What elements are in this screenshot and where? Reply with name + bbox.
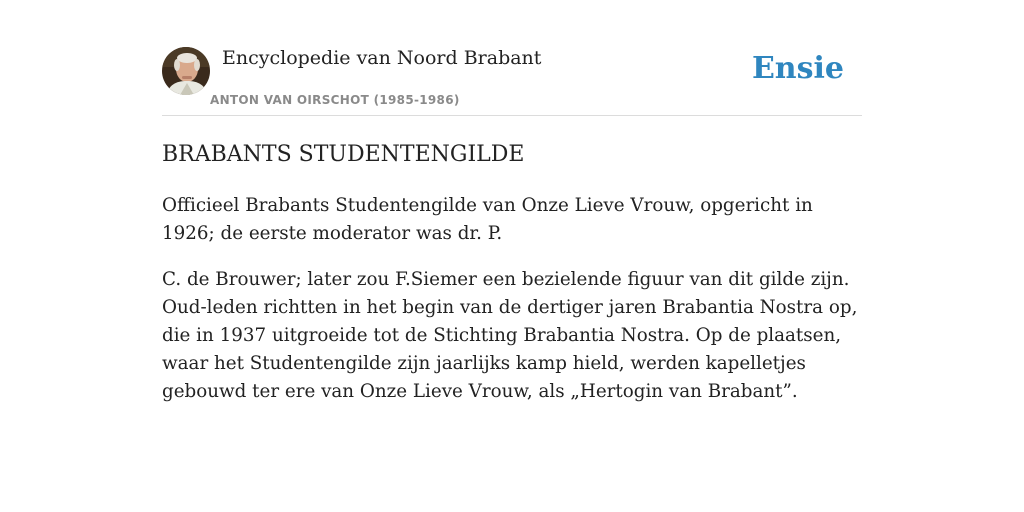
page: [162, 0, 862, 512]
header: [162, 0, 862, 116]
entry-content: [162, 192, 862, 424]
book-title[interactable]: Encyclopedie van Noord Brabant: [222, 47, 542, 69]
entry-paragraph: Officieel Brabants Studentengilde van Onze Lieve Vrouw, opgericht in 1926; de eerste moderator was dr. P.: [162, 195, 813, 244]
ensie-logo[interactable]: Ensie: [751, 51, 844, 86]
entry-paragraph: C. de Brouwer; later zou F.Siemer een bezielende figuur van dit gilde zijn. Oud-leden richtten in het begin van de dertiger jaren Brabantia Nostra op, die in 1937 uitgroeide tot de Stichting Brabantia Nostra. Op de plaatsen, waar het Studentengilde zijn jaarlijks kamp hield, werden kapelletjes gebouwd ter ere van Onze Lieve Vrouw, als „Hertogin van Brabant”.: [162, 269, 858, 402]
author-avatar[interactable]: [162, 47, 210, 95]
author-portrait-icon: [162, 47, 210, 95]
entry-title: BRABANTS STUDENTENGILDE: [162, 142, 525, 167]
author-name[interactable]: ANTON VAN OIRSCHOT (1985-1986): [210, 93, 460, 107]
